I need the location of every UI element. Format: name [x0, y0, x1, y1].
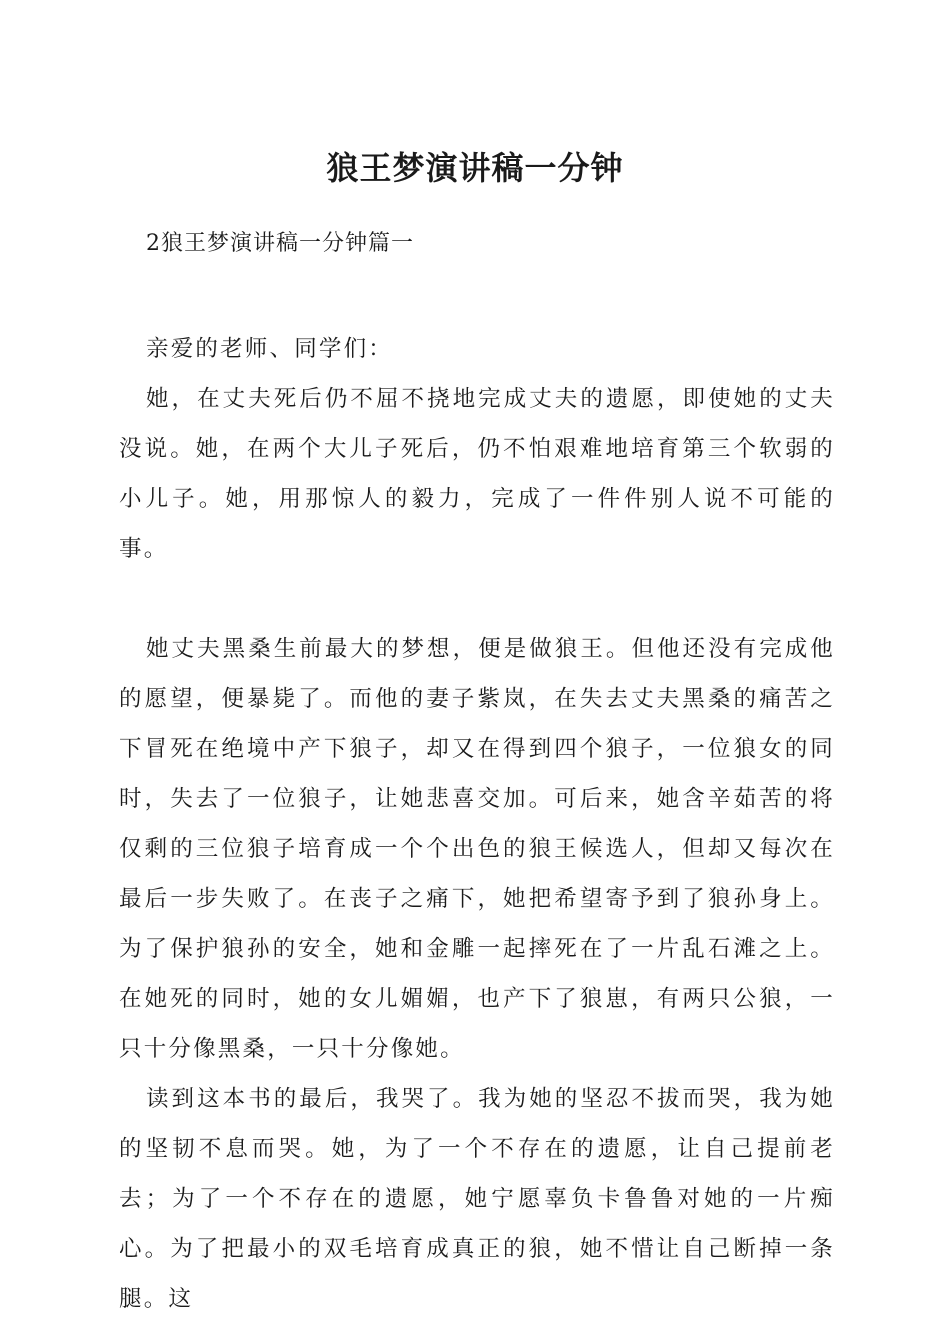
paragraph: 读到这本书的最后，我哭了。我为她的坚忍不拔而哭，我为她的坚韧不息而哭。她，为了一个不存在的遗愿，让自己提前老去；为了一个不存在的遗愿，她宁愿辜负卡鲁鲁对她的一片痴心。为了把最小的双毛培育成真正的狼，她不惜让自己断掉一条腿。这 — [119, 1086, 835, 1312]
document-subtitle: 2狼王梦演讲稿一分钟篇一 — [146, 231, 414, 256]
paragraph: 她，在丈夫死后仍不屈不挠地完成丈夫的遗愿，即使她的丈夫没说。她，在两个大儿子死后，仍不怕艰难地培育第三个软弱的小儿子。她，用那惊人的毅力，完成了一件件别人说不可能的事。 — [119, 386, 835, 562]
paragraph: 她丈夫黑桑生前最大的梦想，便是做狼王。但他还没有完成他的愿望，便暴毙了。而他的妻子紫岚，在失去丈夫黑桑的痛苦之下冒死在绝境中产下狼子，却又在得到四个狼子，一位狼女的同时，失去了一位狼子，让她悲喜交加。可后来，她含辛茹苦的将仅剩的三位狼子培育成一个个出色的狼王候选人，但却又每次在最后一步失败了。在丧子之痛下，她把希望寄予到了狼孙身上。为了保护狼孙的安全，她和金雕一起摔死在了一片乱石滩之上。在她死的同时，她的女儿媚媚，也产下了狼崽，有两只公狼，一只十分像黑桑，一只十分像她。 — [119, 636, 835, 1062]
document-body — [119, 324, 835, 1324]
document-title: 狼王梦演讲稿一分钟 — [326, 149, 624, 187]
paragraph-greeting: 亲爱的老师、同学们： — [146, 336, 394, 362]
